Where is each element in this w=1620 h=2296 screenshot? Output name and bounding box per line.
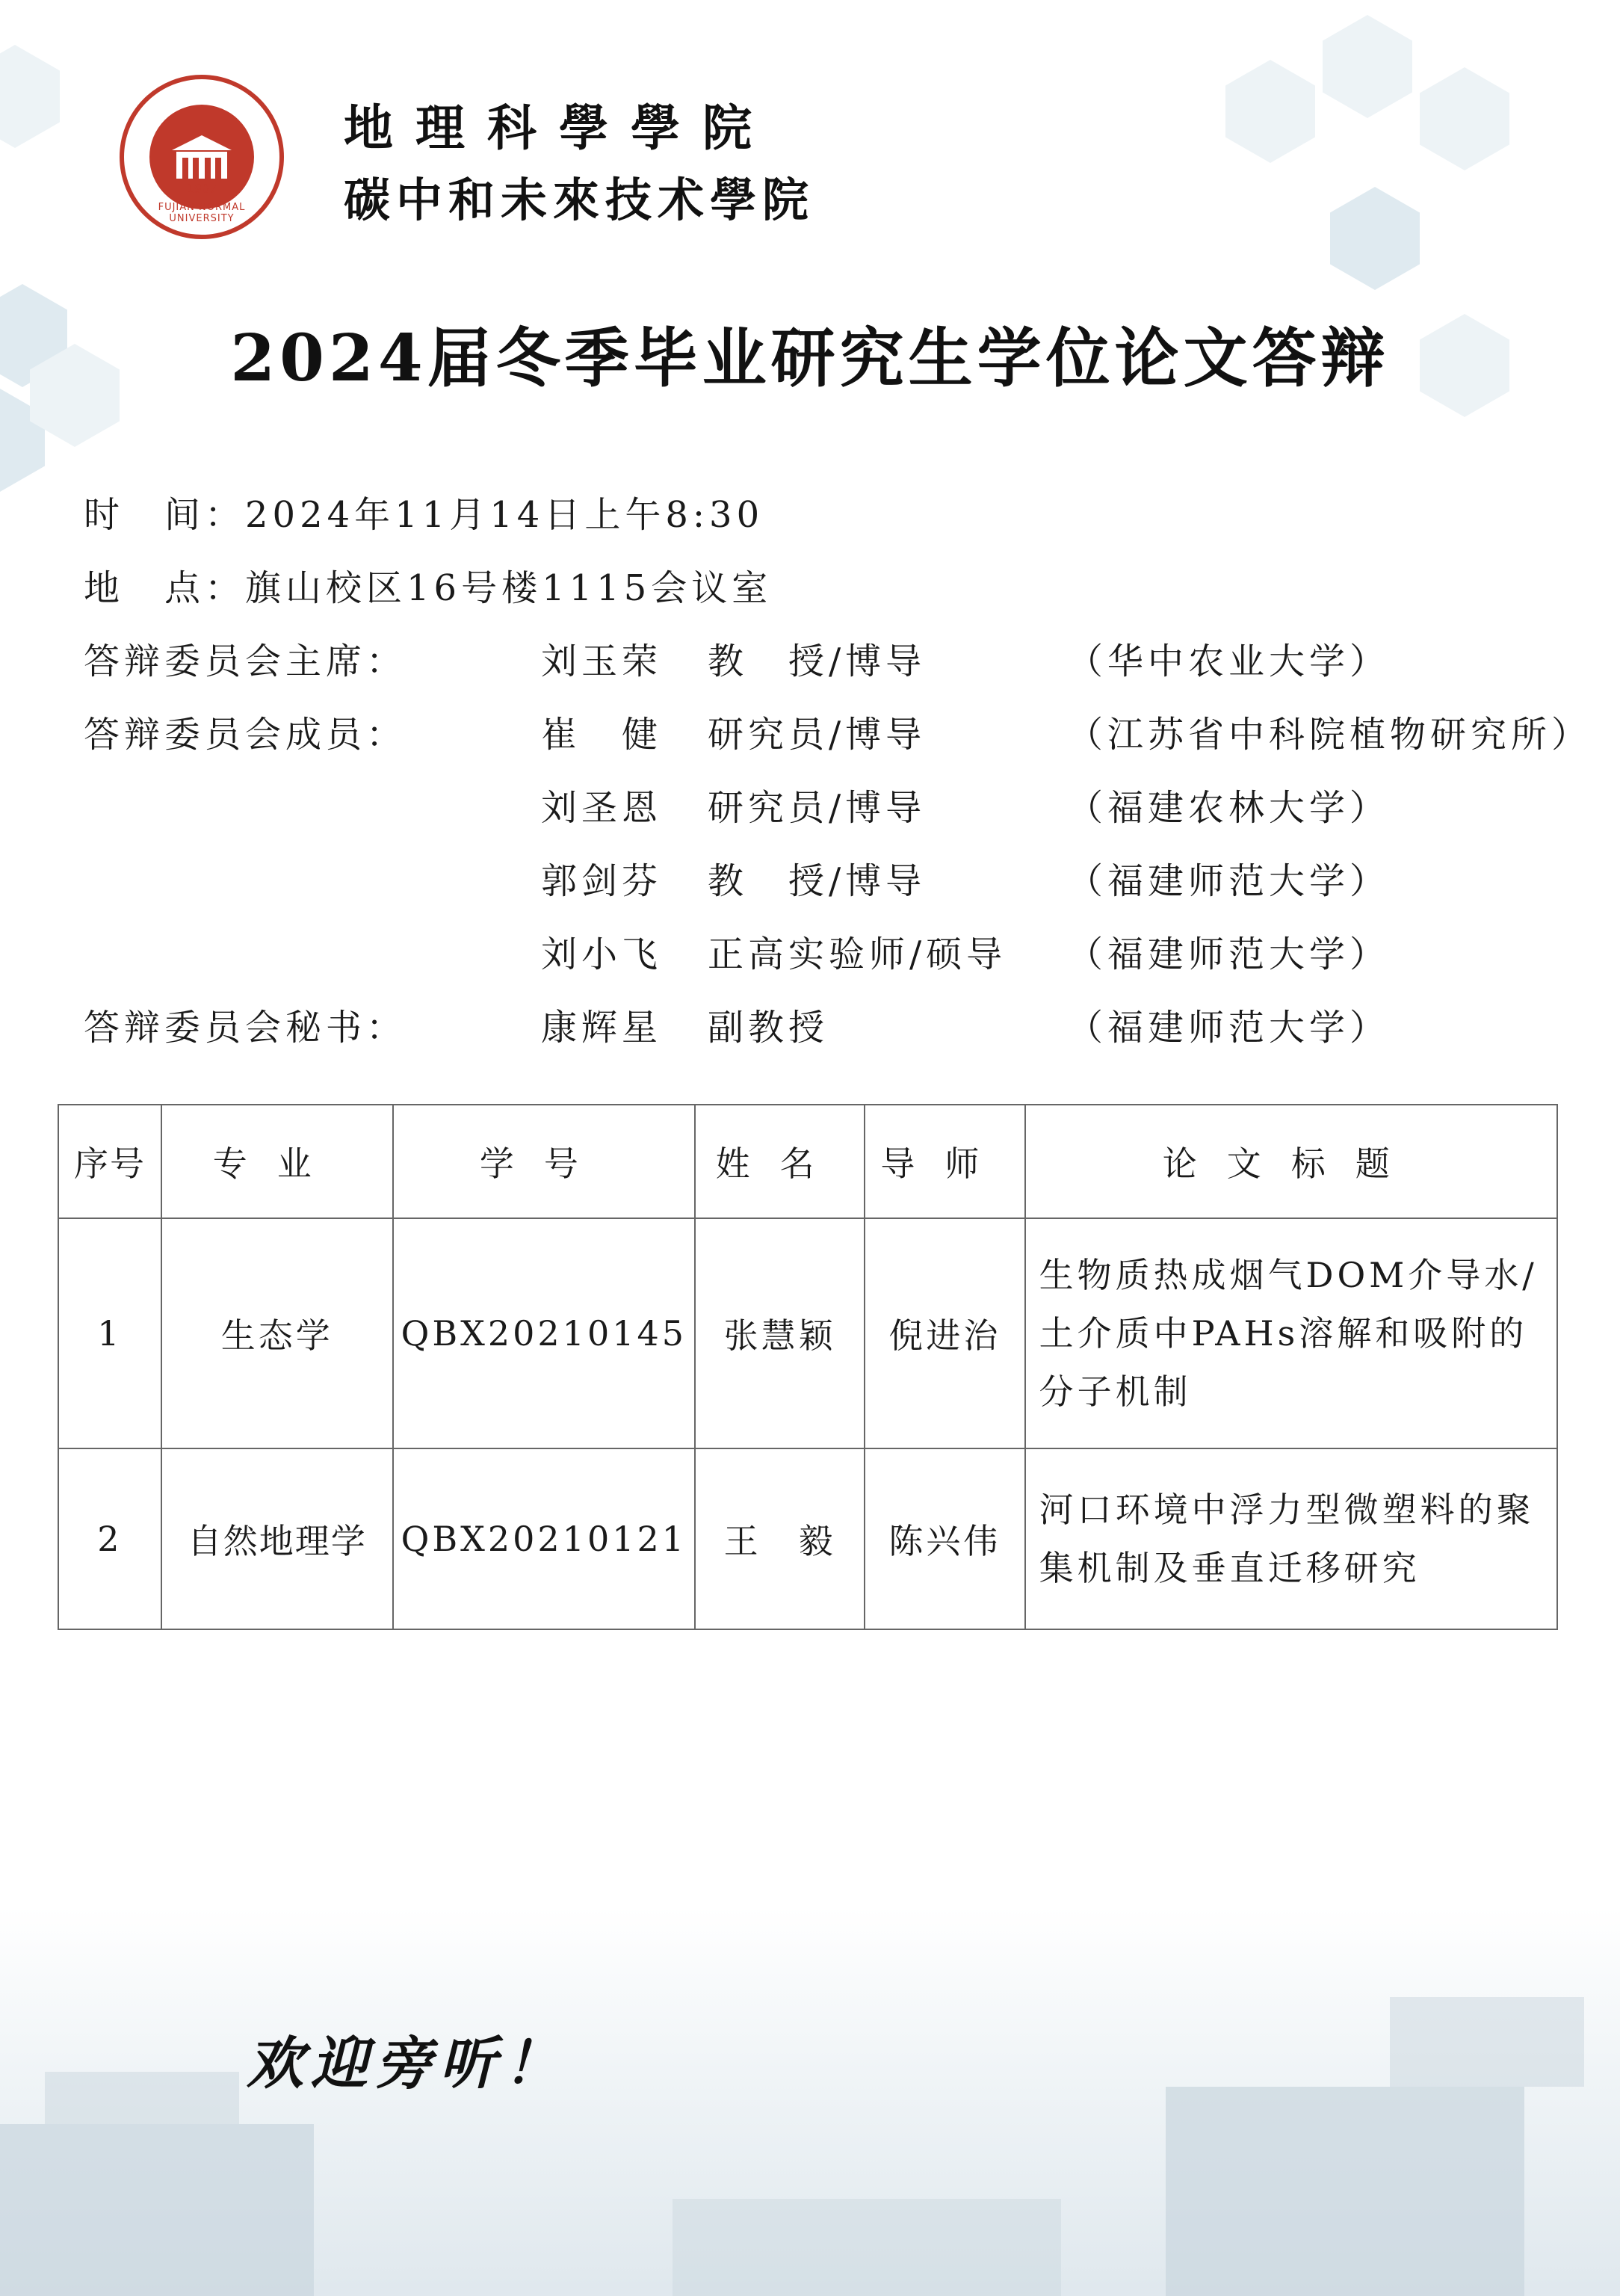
campus-building bbox=[1390, 1997, 1584, 2087]
cell-advisor: 倪进治 bbox=[865, 1218, 1024, 1448]
table-row bbox=[58, 1218, 1557, 1448]
secretary-name: 康辉星 bbox=[541, 1007, 663, 1049]
decor-hexagon bbox=[1330, 187, 1420, 290]
header-advisor: 导师 bbox=[865, 1105, 1024, 1218]
header-major: 专业 bbox=[161, 1105, 393, 1218]
campus-building bbox=[45, 2072, 239, 2124]
chair-name: 刘玉荣 bbox=[541, 641, 663, 682]
cell-no: 1 bbox=[58, 1218, 161, 1448]
chair-label: 答辩委员会主席： bbox=[84, 641, 407, 682]
cell-name: 张慧颖 bbox=[695, 1218, 865, 1448]
members-label: 答辩委员会成员： bbox=[84, 714, 407, 756]
header-student-id: 学号 bbox=[393, 1105, 695, 1218]
header-thesis-title: 论文标题 bbox=[1025, 1105, 1557, 1218]
school-name-secondary: 碳中和未來技术學院 bbox=[344, 173, 815, 227]
welcome-text: 欢迎旁听！ bbox=[247, 2030, 568, 2096]
header-no: 序号 bbox=[58, 1105, 161, 1218]
secretary-title: 副教授 bbox=[708, 1007, 829, 1049]
table-row bbox=[58, 1448, 1557, 1629]
cell-thesis-title: 河口环境中浮力型微塑料的聚集机制及垂直迁移研究 bbox=[1025, 1448, 1557, 1629]
cell-no: 2 bbox=[58, 1448, 161, 1629]
member-name: 崔 健 bbox=[541, 714, 663, 756]
cell-major: 自然地理学 bbox=[161, 1448, 393, 1629]
secretary-label: 答辩委员会秘书： bbox=[84, 1007, 407, 1049]
cell-student-id: QBX20210121 bbox=[393, 1448, 695, 1629]
place-value: 旗山校区16号楼1115会议室 bbox=[245, 567, 773, 609]
time-row bbox=[84, 486, 764, 537]
member-title: 研究员/博导 bbox=[708, 787, 927, 829]
place-row bbox=[84, 559, 772, 611]
building-icon bbox=[166, 131, 238, 183]
page-title: 2024届冬季毕业研究生学位论文答辩 bbox=[230, 321, 1390, 396]
cell-name: 王 毅 bbox=[695, 1448, 865, 1629]
member-title: 教 授/博导 bbox=[708, 860, 927, 902]
campus-building bbox=[0, 2124, 314, 2296]
member-row bbox=[84, 706, 1592, 757]
decor-hexagon bbox=[1420, 67, 1509, 170]
school-name: 地理科學學院 bbox=[344, 99, 774, 157]
campus-illustration bbox=[0, 1907, 1620, 2296]
chair-row bbox=[84, 632, 1578, 684]
logo-year: 1907 bbox=[186, 182, 217, 196]
logo-ring-text: FUJIAN NORMAL UNIVERSITY bbox=[158, 202, 246, 224]
decor-hexagon bbox=[1323, 15, 1412, 118]
cell-student-id: QBX20210145 bbox=[393, 1218, 695, 1448]
time-value: 2024年11月14日上午8:30 bbox=[245, 494, 764, 536]
secretary-org: （福建师范大学） bbox=[1067, 1007, 1391, 1049]
member-title: 研究员/博导 bbox=[708, 714, 927, 756]
cell-advisor: 陈兴伟 bbox=[865, 1448, 1024, 1629]
chair-org: （华中农业大学） bbox=[1067, 641, 1391, 682]
member-org: （福建农林大学） bbox=[1067, 787, 1391, 829]
cell-major: 生态学 bbox=[161, 1218, 393, 1448]
cell-thesis-title: 生物质热成烟气DOM介导水/土介质中PAHs溶解和吸附的分子机制 bbox=[1025, 1218, 1557, 1448]
member-org: （福建师范大学） bbox=[1067, 933, 1391, 975]
header-name: 姓名 bbox=[695, 1105, 865, 1218]
table-header-row bbox=[58, 1105, 1557, 1218]
time-label: 时 间： bbox=[84, 494, 246, 536]
campus-building bbox=[673, 2199, 1061, 2296]
member-name: 郭剑芬 bbox=[541, 860, 663, 902]
thesis-table bbox=[58, 1104, 1558, 1630]
decor-hexagon bbox=[1225, 60, 1315, 163]
member-title: 正高实验师/硕导 bbox=[708, 933, 1007, 975]
member-name: 刘小飞 bbox=[541, 933, 663, 975]
campus-building bbox=[1166, 2087, 1524, 2296]
member-org: （江苏省中科院植物研究所） bbox=[1067, 714, 1592, 756]
university-logo bbox=[120, 75, 284, 239]
place-label: 地 点： bbox=[84, 567, 246, 609]
decor-hexagon bbox=[0, 45, 60, 148]
chair-title: 教 授/博导 bbox=[708, 641, 927, 682]
member-name: 刘圣恩 bbox=[541, 787, 663, 829]
secretary-row bbox=[84, 999, 1578, 1050]
member-org: （福建师范大学） bbox=[1067, 860, 1391, 902]
